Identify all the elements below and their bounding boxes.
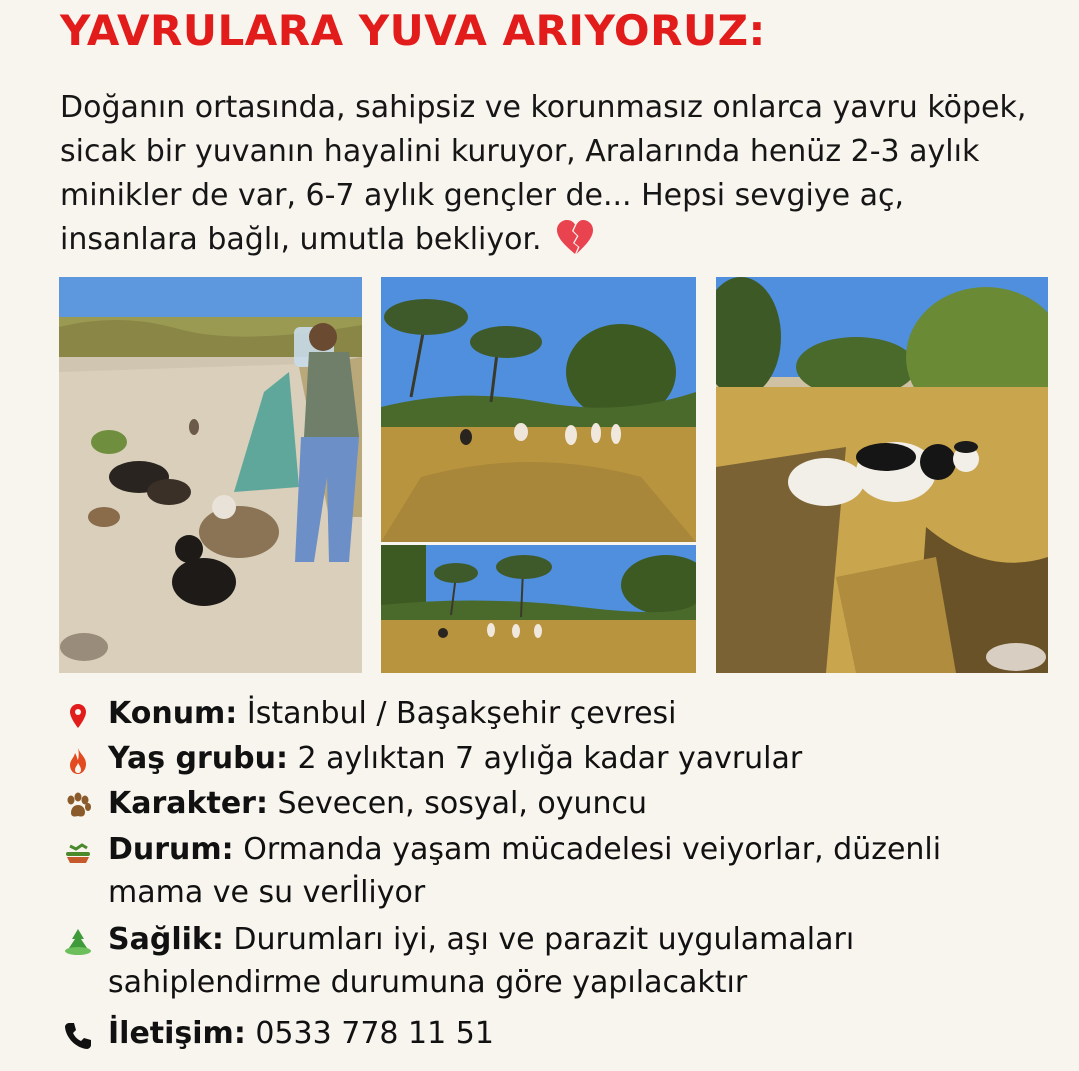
bowl-icon bbox=[62, 836, 94, 868]
fact-health-value: Durumları iyi, aşı ve parazit uygulamaları sahiplendirme durumuna göre yapılacaktır bbox=[108, 922, 855, 1000]
paw-icon bbox=[62, 790, 94, 822]
fact-contact-label: İletişim: bbox=[108, 1016, 246, 1051]
fact-status-value: Ormanda yaşam mücadelesi veiyorlar, düzenli mama ve su verİliyor bbox=[108, 832, 942, 910]
intro-text: Doğanın ortasında, sahipsiz ve korunmasız onlarca yavru köpek, sicak bir yuvanın hayalini kuruyor, Aralarında henüz 2-3 aylık minikler de var, 6-7 aylık gençler de... Hepsi sevgiye aç, insanlara bağlı, umutla bekliyor. bbox=[60, 90, 1027, 257]
photo-hillside-puppies-top bbox=[381, 277, 696, 542]
fact-age-group-label: Yaş grubu: bbox=[108, 741, 288, 776]
broken-heart-icon bbox=[555, 218, 595, 258]
phone-icon bbox=[62, 1020, 94, 1052]
headline: YAVRULARA YUVA ARIYORUZ: bbox=[60, 6, 766, 55]
fact-contact-value: 0533 778 11 51 bbox=[245, 1016, 494, 1051]
flame-icon bbox=[62, 745, 94, 777]
fact-status-label: Durum: bbox=[108, 832, 234, 867]
photo-black-white-puppies bbox=[716, 277, 1048, 673]
location-pin-icon bbox=[62, 700, 94, 732]
intro-paragraph bbox=[60, 86, 1050, 262]
fact-character-label: Karakter: bbox=[108, 786, 268, 821]
fact-age-group-value: 2 aylıktan 7 aylığa kadar yavrular bbox=[287, 741, 803, 776]
photo-hillside-path-bottom bbox=[381, 545, 696, 673]
fact-health-label: Sağlik: bbox=[108, 922, 224, 957]
photo-woman-feeding-puppies bbox=[59, 277, 362, 673]
fact-character-value: Sevecen, sosyal, oyuncu bbox=[267, 786, 648, 821]
tree-icon bbox=[62, 926, 94, 958]
fact-location-value: İstanbul / Başakşehir çevresi bbox=[237, 696, 677, 731]
fact-location-label: Konum: bbox=[108, 696, 238, 731]
